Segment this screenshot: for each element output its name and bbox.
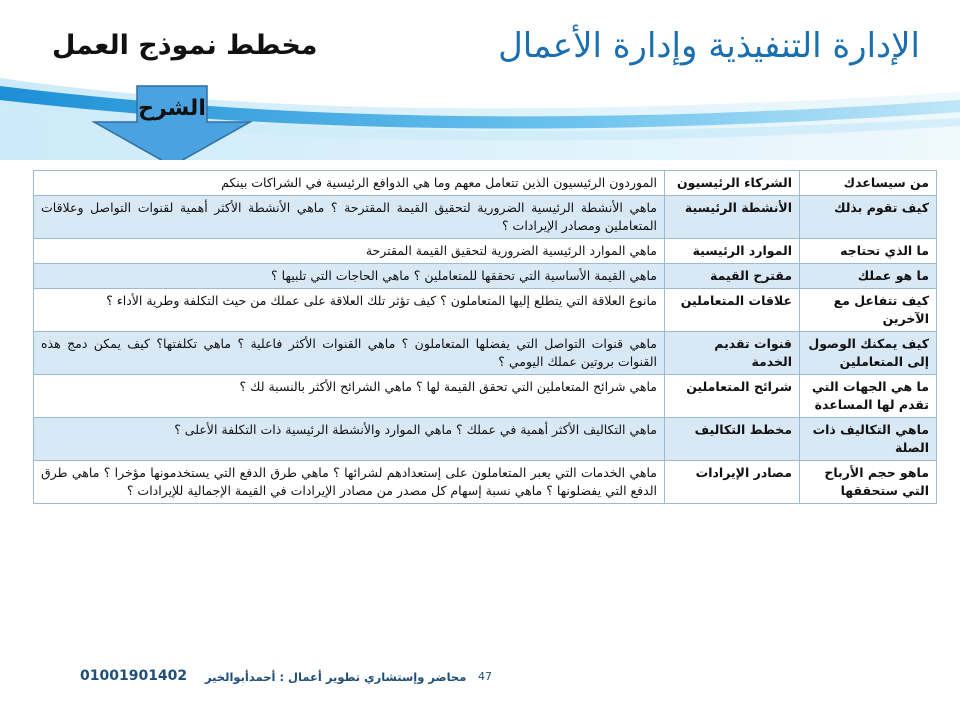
row-question: ما هو عملك (800, 264, 937, 289)
row-key: مصادر الإيرادات (665, 461, 800, 504)
table-row (34, 239, 937, 264)
page-subtitle: مخطط نموذج العمل (52, 30, 318, 61)
row-question: ماهو حجم الأرباح التي ستحققها (800, 461, 937, 504)
business-model-table (33, 170, 937, 504)
row-question: ما هي الجهات التي تقدم لها المساعدة (800, 375, 937, 418)
row-question: كيف يمكنك الوصول إلى المتعاملين (800, 332, 937, 375)
row-key: شرائح المتعاملين (665, 375, 800, 418)
table-row (34, 289, 937, 332)
row-description: ماهي الأنشطة الرئيسية الضرورية لتحقيق القيمة المقترحة ؟ ماهي الأنشطة الأكثر أهمية لقنوات التواصل وعلاقات المتعاملين ومصادر الإيرادات ؟ (34, 196, 665, 239)
row-question: ما الذي تحتاجه (800, 239, 937, 264)
table-row (34, 196, 937, 239)
row-description: ماهي القيمة الأساسية التي تحققها للمتعاملين ؟ ماهي الحاجات التي تلبيها ؟ (34, 264, 665, 289)
row-key: قنوات تقديم الخدمة (665, 332, 800, 375)
table-row (34, 461, 937, 504)
row-description: ماهي شرائح المتعاملين التي تحقق القيمة لها ؟ ماهي الشرائح الأكثر بالنسبة لك ؟ (34, 375, 665, 418)
row-key: مخطط التكاليف (665, 418, 800, 461)
row-description: ماهي التكاليف الأكثر أهمية في عملك ؟ ماهي الموارد والأنشطة الرئيسية ذات التكلفة الأعلى ؟ (34, 418, 665, 461)
row-description: مانوع العلاقة التي يتطلع إليها المتعاملون ؟ كيف تؤثر تلك العلاقة على عملك من حيث التكلفة وطرية الأداء ؟ (34, 289, 665, 332)
row-key: الشركاء الرئيسيون (665, 171, 800, 196)
table-row (34, 332, 937, 375)
page-title: الإدارة التنفيذية وإدارة الأعمال (498, 26, 920, 66)
row-key: الموارد الرئيسية (665, 239, 800, 264)
row-key: الأنشطة الرئيسية (665, 196, 800, 239)
row-description: ماهي قنوات التواصل التي يفضلها المتعاملون ؟ ماهي القنوات الأكثر فاعلية ؟ ماهي تكلفتها؟ كيف يمكن دمج هذه القنوات بروتين عملك اليومي ؟ (34, 332, 665, 375)
arrow-label: الشرح (138, 96, 206, 121)
footer-author: محاضر وإستشاري تطوير أعمال : أحمدأبوالخير (205, 670, 467, 684)
row-question: من سيساعدك (800, 171, 937, 196)
table-row (34, 418, 937, 461)
row-description: ماهي الخدمات التي يعبر المتعاملون على إستعدادهم لشرائها ؟ ماهي طرق الدفع التي يستخدمونها مؤخرا ؟ ماهي طرق الدفع التي يفضلونها ؟ ماهي نسبة إسهام كل مصدر من مصادر الإيرادات في القيمة الإجمالية للإيرادات ؟ (34, 461, 665, 504)
row-question: كيف تقوم بذلك (800, 196, 937, 239)
row-description: ماهي الموارد الرئيسية الضرورية لتحقيق القيمة المقترحة (34, 239, 665, 264)
row-question: كيف تتفاعل مع الآخرين (800, 289, 937, 332)
row-question: ماهي التكاليف ذات الصلة (800, 418, 937, 461)
footer-phone: 01001901402 (80, 668, 188, 684)
row-key: علاقات المتعاملين (665, 289, 800, 332)
page-number: 47 (478, 670, 492, 683)
row-key: مقترح القيمة (665, 264, 800, 289)
table-row (34, 171, 937, 196)
header-banner (0, 0, 960, 160)
explanation-arrow (92, 84, 252, 160)
table-row (34, 375, 937, 418)
row-description: الموردون الرئيسيون الذين تتعامل معهم وما هي الدوافع الرئيسية في الشراكات بينكم (34, 171, 665, 196)
table-row (34, 264, 937, 289)
